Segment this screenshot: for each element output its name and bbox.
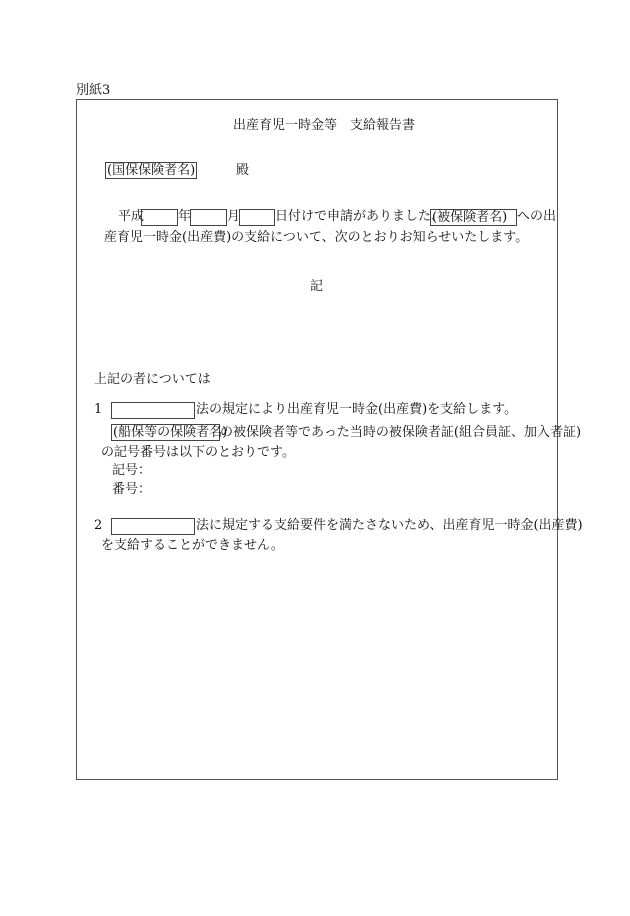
year-field[interactable]: [141, 209, 178, 226]
symbol-label: 記号：: [112, 463, 152, 478]
insurer-name-field[interactable]: (国保保険者名): [107, 163, 196, 178]
insured-name-field[interactable]: (被保険者名): [430, 209, 517, 226]
item2-law-field[interactable]: [111, 518, 195, 535]
item2-text: 法に規定する支給要件を満たさないため、出産育児一時金(出産費): [196, 518, 583, 533]
era-label: 平成: [118, 209, 145, 224]
item1-law-field[interactable]: [111, 402, 195, 419]
ship-insurer-field[interactable]: (船保等の保険者名): [113, 425, 228, 440]
month-unit: 月: [227, 209, 241, 224]
item2-text2: を支給することができません。: [101, 538, 284, 553]
intro-text-end: への出: [517, 209, 557, 224]
item2-number: 2: [94, 518, 103, 533]
month-field[interactable]: [190, 209, 227, 226]
item1-text3: の記号番号は以下のとおりです。: [101, 445, 295, 460]
attachment-label: 別紙3: [76, 83, 111, 98]
ki-heading: 記: [310, 279, 324, 294]
year-unit: 年: [178, 209, 192, 224]
section-heading: 上記の者については: [94, 372, 211, 387]
item1-text2: の被保険者等であった当時の被保険者証(組合員証、加入者証): [220, 425, 582, 440]
day-field[interactable]: [239, 209, 275, 226]
intro-text: 日付けで申請がありました、: [275, 209, 445, 224]
intro-text-line2: 産育児一時金(出産費)の支給について、次のとおりお知らせいたします。: [104, 230, 529, 245]
item1-text: 法の規定により出産育児一時金(出産費)を支給します。: [196, 402, 518, 417]
number-label: 番号：: [112, 482, 152, 497]
honorific: 殿: [236, 163, 250, 178]
page-title: 出産育児一時金等 支給報告書: [233, 118, 416, 133]
item1-number: 1: [94, 402, 103, 417]
